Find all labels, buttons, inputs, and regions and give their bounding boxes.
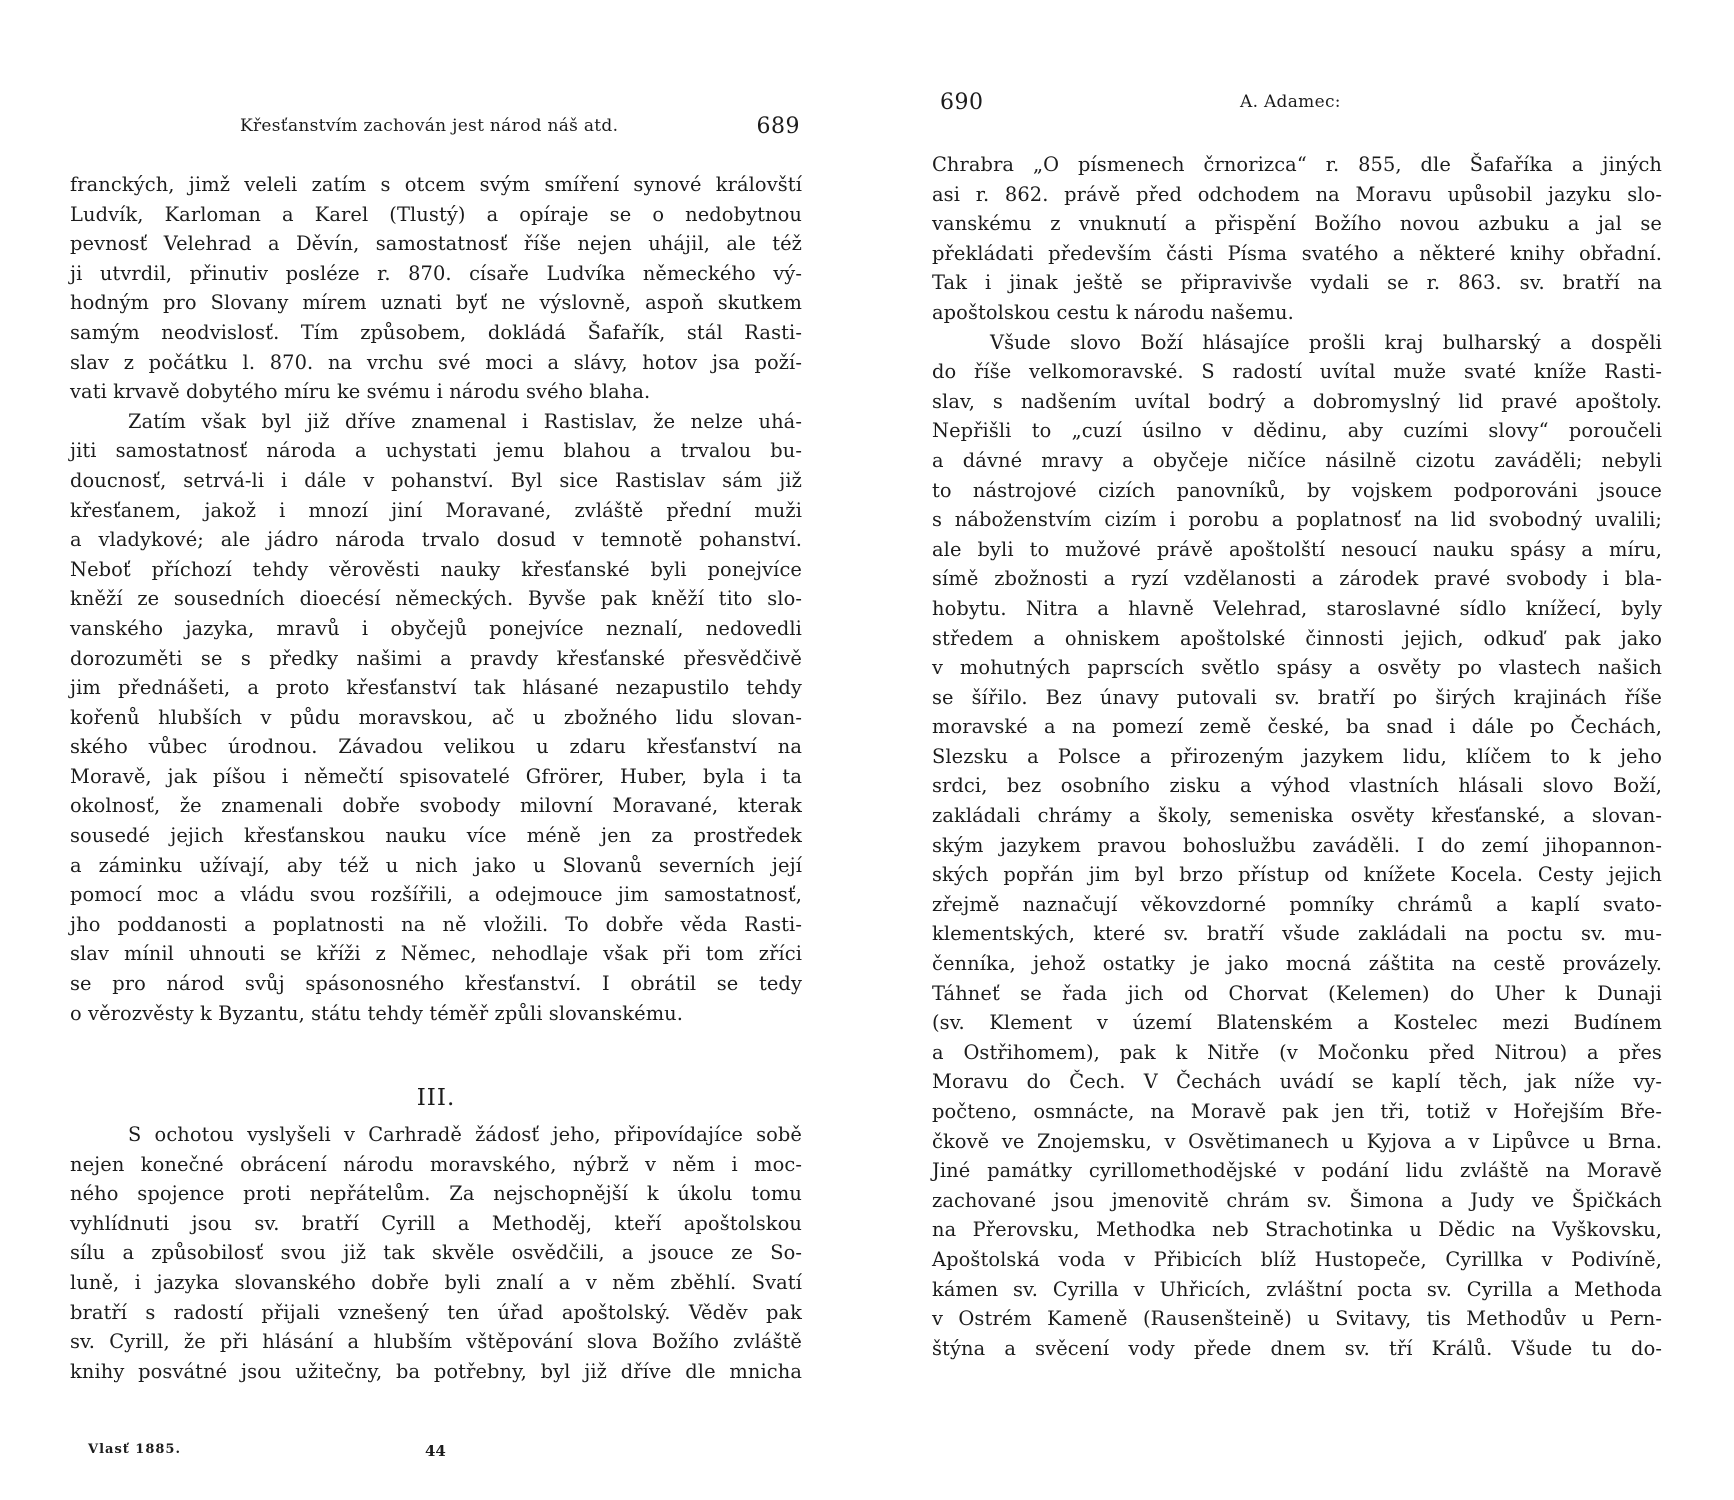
text-line: luně, i jazyka slovanského dobře byli znalí a v něm zběhlí. Svatí <box>70 1270 802 1294</box>
text-line: jho poddanosti a poplatnosti na ně vložili. To dobře věda Rasti- <box>70 912 802 936</box>
text-line: počteno, osmnácte, na Moravě pak jen tři, totiž v Hořejším Bře- <box>932 1100 1662 1123</box>
text-line: Moravě, jak píšou i němečtí spisovatelé Gfrörer, Huber, byla i ta <box>70 764 802 788</box>
text-line: kněží ze sousedních dioecésí německých. Byvše pak kněží tito slo- <box>70 587 802 611</box>
text-line: a vladykové; ale jádro národa trvalo dosud v temnotě pohanství. <box>70 528 802 552</box>
text-line: slav mínil uhnouti se kříži z Němec, nehodlaje však při tom zříci <box>70 942 802 966</box>
text-line: nejen konečné obrácení národu moravského, nýbrž v něm i moc- <box>70 1152 802 1176</box>
text-line: ného spojence proti nepřátelům. Za nejschopnější k úkolu tomu <box>70 1182 802 1206</box>
text-line: vati krvavě dobytého míru ke svému i národu svého blaha. <box>70 380 651 404</box>
running-title: A. Adamec: <box>1240 92 1341 112</box>
text-line: do říše velkomoravské. S radostí uvítal muže svaté kníže Rasti- <box>932 360 1662 384</box>
text-line: okolnosť, že znamenali dobře svobody milovní Moravané, kterak <box>70 794 802 818</box>
right-page <box>932 0 1662 1500</box>
text-line: jiti samostatnosť národa a uchystati jemu blahou a trvalou bu- <box>70 439 802 463</box>
text-line: hodným pro Slovany mírem uznati byť ne výslovně, aspoň skutkem <box>70 291 802 315</box>
text-line: zakládali chrámy a školy, semeniska osvěty křesťanské, a slovan- <box>932 804 1662 828</box>
text-line: Tak i jinak ještě se připravivše vydali se r. 863. sv. bratří na <box>932 271 1662 295</box>
text-line: ji utvrdil, přinutiv posléze r. 870. císaře Ludvíka německého vý- <box>70 261 802 285</box>
text-line: Chrabra „O písmenech črnorizca“ r. 855, dle Šafaříka a jiných <box>932 153 1662 176</box>
text-line: překládati především části Písma svatého a některé knihy obřadní. <box>932 241 1662 265</box>
text-line: Apoštolská voda v Přibicích blíž Hustopeče, Cyrillka v Podivíně, <box>932 1247 1662 1271</box>
text-line: v Ostrém Kameně (Rausenšteině) u Svitavy, tis Methodův u Pern- <box>932 1307 1662 1331</box>
sheet-number: 44 <box>425 1442 446 1460</box>
text-line: štýna a svěcení vody přede dnem sv. tří Králů. Všude tu do- <box>932 1336 1662 1360</box>
footer-signature: Vlasť 1885. <box>88 1442 182 1457</box>
left-page-header <box>70 116 802 146</box>
text-line: moravské a na pomezí země české, ba snad i dále po Čechách, <box>932 715 1662 739</box>
text-line: a Ostřihomem), pak k Nitře (v Močonku před Nitrou) a přes <box>932 1040 1662 1064</box>
text-line: a záminku užívají, aby též u nich jako u Slovanů severních její <box>70 853 802 877</box>
text-line: sílu a způsobilosť svou již tak skvěle osvědčili, a jsouce ze So- <box>70 1241 802 1265</box>
text-line: Jiné památky cyrillomethodějské v podání lidu zvláště na Moravě <box>932 1159 1662 1183</box>
text-line: klementských, které sv. bratří všude zakládali na poctu sv. mu- <box>932 922 1662 946</box>
text-line: (sv. Klement v území Blatenském a Kostelec mezi Budínem <box>932 1011 1662 1035</box>
text-line: S ochotou vyslyšeli v Carhradě žádosť jeho, připovídajíce sobě <box>128 1123 802 1146</box>
text-line: kámen sv. Cyrilla v Uhřicích, zvláštní pocta sv. Cyrilla a Methoda <box>932 1277 1662 1301</box>
page-footer <box>70 1442 802 1462</box>
page-number: 689 <box>756 114 800 139</box>
text-line: čenníka, jehož ostatky je jako mocná záštita na cestě provázely. <box>932 952 1662 976</box>
text-line: slav, s nadšením uvítal bodrý a dobromyslný lid pravé apoštoly. <box>932 389 1662 413</box>
text-line: zřejmě naznačují věkovzdorné pomníky chrámů a kaplí svato- <box>932 892 1662 916</box>
text-line: asi r. 862. právě před odchodem na Moravu upůsobil jazyku slo- <box>932 182 1662 206</box>
text-line: v mohutných paprscích světlo spásy a osvěty po vlastech našich <box>932 656 1662 680</box>
text-line: na Přerovsku, Methodka neb Strachotinka u Dědic na Vyškovsku, <box>932 1218 1662 1242</box>
text-line: slav z počátku l. 870. na vrchu své moci a slávy, hotov jsa poží- <box>70 350 802 374</box>
text-line: Nepřišli to „cuzí úsilno v dědinu, aby cuzími slovy“ poroučeli <box>932 419 1662 443</box>
text-line: dorozuměti se s předky našimi a pravdy křesťanské přesvědčivě <box>70 646 802 670</box>
text-line: ským jazykem pravou bohoslužbu zaváděli. I do zemí jihopannon- <box>932 833 1662 857</box>
text-line: vanského jazyka, mravů i obyčejů ponejvíce neznalí, nedovedli <box>70 616 802 640</box>
left-page <box>70 0 802 1500</box>
running-title: Křesťanstvím zachován jest národ náš atd. <box>240 116 619 136</box>
left-body-text-a <box>70 170 802 1028</box>
text-line: a dávné mravy a obyčeje ničíce násilně cizotu zaváděli; nebyli <box>932 448 1662 472</box>
text-line: doucnosť, setrvá-li i dále v pohanství. Byl sice Rastislav sám již <box>70 468 802 492</box>
text-line: se pro národ svůj spásonosného křesťanství. I obrátil se tedy <box>70 972 802 996</box>
text-line: apoštolskou cestu k národu našemu. <box>932 300 1294 324</box>
text-line: středem a ohniskem apoštolské činnosti jejich, odkuď pak jako <box>932 626 1662 650</box>
section-heading: III. <box>416 1085 456 1111</box>
text-line: vanskému z vnuknutí a přispění Božího novou azbuku a jal se <box>932 212 1662 236</box>
text-line: Zatím však byl již dříve znamenal i Rastislav, že nelze uhá- <box>128 409 802 433</box>
text-line: sousedé jejich křesťanskou nauku více méně jen za prostředek <box>70 824 802 848</box>
right-page-header <box>932 92 1662 122</box>
text-line: sv. Cyrill, že při hlásání a hlubším vštěpování slova Božího zvláště <box>70 1330 802 1354</box>
text-line: hobytu. Nitra a hlavně Velehrad, staroslavné sídlo knížecí, byly <box>932 596 1662 620</box>
text-line: o věrozvěsty k Byzantu, státu tehdy téměř způli slovanskému. <box>70 1001 684 1025</box>
text-line: pomocí moc a vládu svou rozšířili, a odejmouce jim samostatnosť, <box>70 883 802 907</box>
text-line: Ludvík, Karloman a Karel (Tlustý) a opíraje se o nedobytnou <box>70 202 802 226</box>
text-line: křesťanem, jakož i mnozí jiní Moravané, zvláště přední muži <box>70 498 802 522</box>
text-line: símě zbožnosti a ryzí vzdělanosti a zárodek pravé svobody i bla- <box>932 567 1662 591</box>
text-line: knihy posvátné jsou užitečny, ba potřebny, byl již dříve dle mnicha <box>70 1359 802 1383</box>
text-line: Slezsku a Polsce a přirozeným jazykem lidu, klíčem to k jeho <box>932 744 1662 768</box>
right-body-text <box>932 150 1662 1363</box>
text-line: kořenů hlubších v půdu moravskou, ač u zbožného lidu slovan- <box>70 705 802 729</box>
text-line: Táhneť se řada jich od Chorvat (Kelemen) do Uher k Dunaji <box>932 981 1662 1005</box>
text-line: to nástrojové cizích panovníků, by vojskem podporováni jsouce <box>932 478 1662 502</box>
text-line: ského vůbec úrodnou. Závadou velikou u zdaru křesťanství na <box>70 735 802 759</box>
text-line: srdci, bez osobního zisku a výhod vlastních hlásali slovo Boží, <box>932 774 1662 798</box>
text-line: bratří s radostí přijali vznešený ten úřad apoštolský. Věděv pak <box>70 1300 802 1324</box>
text-line: franckých, jimž veleli zatím s otcem svým smíření synové královští <box>70 173 802 196</box>
text-line: Neboť příchozí tehdy věrověsti nauky křesťanské byli ponejvíce <box>70 557 802 581</box>
text-line: pevnosť Velehrad a Děvín, samostatnosť říše nejen uhájil, ale též <box>70 232 802 256</box>
text-line: Všude slovo Boží hlásajíce prošli kraj bulharský a dospěli <box>990 330 1662 354</box>
text-line: jim přednášeti, a proto křesťanství tak hlásané nezapustilo tehdy <box>70 676 802 700</box>
text-line: ských popřán jim byl brzo přístup od knížete Kocela. Cesty jejich <box>932 863 1662 887</box>
text-line: zachované jsou jmenovitě chrám sv. Šimona a Judy ve Špičkách <box>932 1188 1662 1212</box>
text-line: čkově ve Znojemsku, v Osvětimanech u Kyjova a v Lipůvce u Brna. <box>932 1129 1662 1153</box>
text-line: samým neodvislosť. Tím způsobem, dokládá Šafařík, stál Rasti- <box>70 320 802 344</box>
text-line: se šířilo. Bez únavy putovali sv. bratří po širých krajinách říše <box>932 685 1662 709</box>
left-body-text-b <box>70 1120 802 1386</box>
page-number: 690 <box>940 90 984 115</box>
text-line: Moravu do Čech. V Čechách uvádí se kaplí těch, jak níže vy- <box>932 1070 1662 1094</box>
text-line: s náboženstvím cizím i porobu a poplatnosť na lid svobodný uvalili; <box>932 508 1662 532</box>
text-line: ale byli to mužové právě apoštolští nesoucí nauku spásy a míru, <box>932 537 1662 561</box>
text-line: vyhlídnuti jsou sv. bratří Cyrill a Methoděj, kteří apoštolskou <box>70 1211 802 1235</box>
